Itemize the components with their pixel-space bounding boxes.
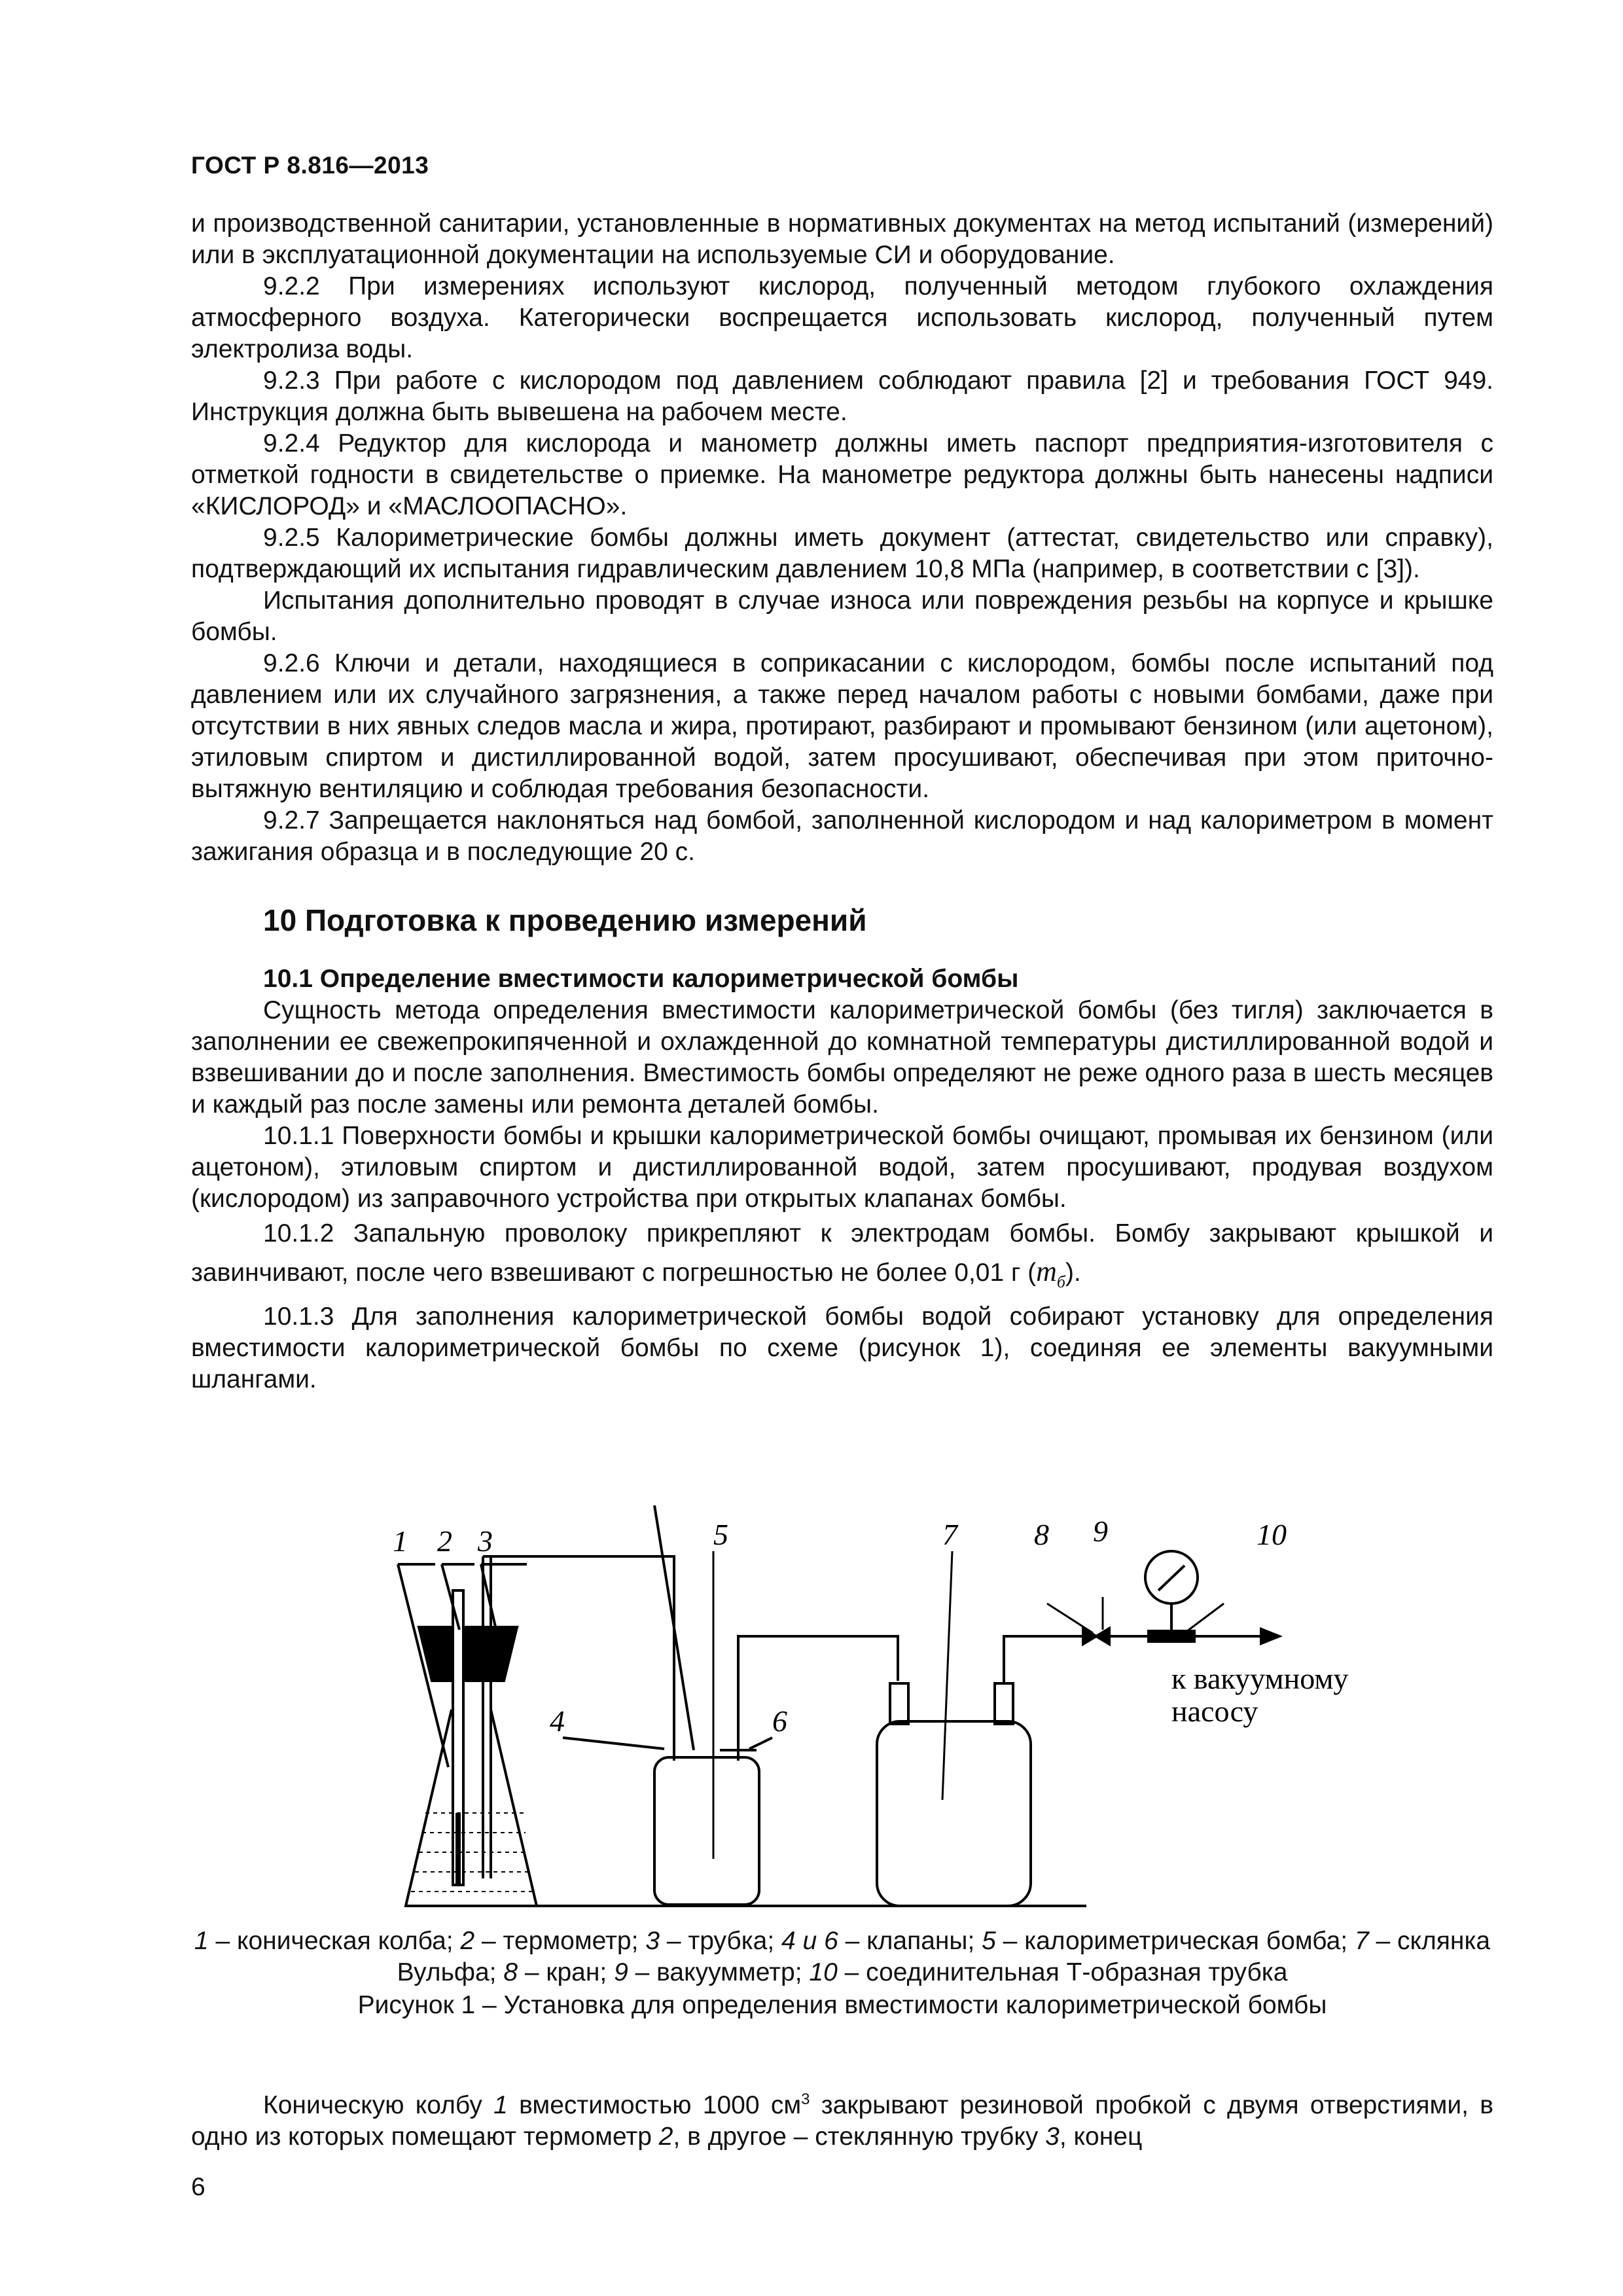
tail-part-1: Коническую колбу (263, 2091, 494, 2119)
tap-8-right (1096, 1628, 1109, 1644)
tail-sup-3: 3 (801, 2090, 810, 2108)
legend-num-7: 7 (1354, 1927, 1369, 1955)
mass-symbol-variable: m (1036, 1255, 1057, 1287)
page-number: 6 (191, 2173, 205, 2201)
legend-text-3: – трубка; (659, 1927, 782, 1955)
legend-num-2: 2 (460, 1927, 475, 1955)
t-tube-10-joint (1149, 1631, 1194, 1641)
label-4: 4 (550, 1704, 565, 1738)
legend-text-10: – соединительная Т-образная трубка (837, 1958, 1288, 1986)
label-3: 3 (478, 1524, 493, 1558)
apparatus-diagram-svg (366, 1505, 1374, 1911)
legend-text-5: – калориметрическая бомба; (995, 1927, 1355, 1955)
label-8: 8 (1034, 1518, 1049, 1551)
legend-text-8: – кран; (518, 1958, 615, 1986)
legend-text-1: – коническая колба; (208, 1927, 461, 1955)
section-heading-10: 10 Подготовка к проведению измерений (263, 903, 867, 937)
rubber-stopper (419, 1627, 517, 1681)
mass-symbol (1036, 1255, 1065, 1291)
legend-num-8: 8 (503, 1958, 518, 1986)
paragraph-flask-text (191, 2084, 1493, 2153)
leader-8 (1047, 1604, 1093, 1633)
figure-1-apparatus-diagram (366, 1505, 1374, 1911)
legend-num-1: 1 (194, 1927, 209, 1955)
legend-text-9: – вакуумметр; (628, 1958, 810, 1986)
label-2: 2 (437, 1524, 452, 1558)
leader-7 (942, 1551, 952, 1800)
hose-valve-6-to-wulff (738, 1636, 898, 1748)
hose-wulff-to-tap (1004, 1636, 1083, 1683)
document-header: ГОСТ Р 8.816—2013 (191, 152, 429, 179)
figure-legend (191, 1926, 1493, 1988)
legend-num-3: 3 (645, 1927, 660, 1955)
wulff-bottle-7 (877, 1721, 1031, 1906)
legend-text-2: – термометр; (474, 1927, 646, 1955)
paragraph-9-2-2: 9.2.2 При измерениях используют кислород, полученный методом глубокого охлаждения атмосферного воздуха. Категорически воспрещается использовать кислород, полученный путем электролиза воды. (191, 272, 1493, 363)
label-9: 9 (1093, 1515, 1108, 1548)
legend-num-10: 10 (809, 1958, 838, 1986)
legend-text-4-6: – клапаны; (838, 1927, 982, 1955)
subsection-heading-10-1: 10.1 Определение вместимости калориметрической бомбы (263, 965, 1019, 993)
paragraph-10-1-2-end: ). (1065, 1259, 1081, 1287)
paragraph-10-1-3: 10.1.3 Для заполнения калориметрической бомбы водой собирают установку для определения вместимости калориметрической бомбы по схеме (рисунок 1), соединяя ее элементы вакуумными шлангами. (191, 1302, 1493, 1393)
pump-text-line1: к вакуумному (1171, 1662, 1349, 1695)
paragraph-9-2-5: 9.2.5 Калориметрические бомбы должны иметь документ (аттестат, свидетельство или справку), подтверждающий их испытания гидравлическим давлением 10,8 МПа (например, в соответствии с [3]). (191, 524, 1493, 583)
paragraph-intro: и производственной санитарии, установленные в нормативных документах на метод испытаний (измерений) или в эксплуатационной документации на используемые СИ и оборудование. (191, 209, 1493, 269)
legend-num-9: 9 (614, 1958, 628, 1986)
water-level-lines (411, 1813, 534, 1892)
tail-part-4: , в другое – стеклянную трубку (673, 2123, 1046, 2151)
leader-4 (563, 1738, 664, 1749)
paragraph-10-1-1: 10.1.1 Поверхности бомбы и крышки калориметрической бомбы очищают, промывая их бензином (или ацетоном), этиловым спиртом и дистиллированной водой, затем просушивают, продувая воздухом (кислородом) из заправочного устройства при открытых клапанах бомбы. (191, 1122, 1493, 1213)
paragraph-9-2-6: 9.2.6 Ключи и детали, находящиеся в соприкасании с кислородом, бомбы после испытаний под давлением или их случайного загрязнения, а также перед началом работы с новыми бомбами, даже при отсутствии в них явных следов масла и жира, протирают, разбирают и промывают бензином (или ацетоном), этиловым спиртом и дистиллированной водой, затем просушивают, обеспечивая при этом приточно-вытяжную вентиляцию и соблюдая требования безопасности. (191, 649, 1493, 803)
conical-flask-outline (406, 1710, 537, 1906)
tail-part-2: вместимостью 1000 см (507, 2091, 802, 2119)
paragraph-9-2-3: 9.2.3 При работе с кислородом под давлением соблюдают правила [2] и требования ГОСТ 949. Инструкция должна быть вывешена на рабочем месте. (191, 367, 1493, 426)
document-body (191, 208, 1493, 1395)
vacuum-gauge-needle (1158, 1566, 1185, 1590)
tail-ref-3: 3 (1045, 2123, 1060, 2151)
paragraph-10-1-2-text: 10.1.2 Запальную проволоку прикрепляют к электродам бомбы. Бомбу закрывают крышкой и завинчивают, после чего взвешивают с погрешностью не более 0,01 г ( (191, 1219, 1493, 1287)
label-7: 7 (942, 1518, 957, 1551)
mass-symbol-subscript: б (1056, 1272, 1065, 1291)
label-10: 10 (1257, 1518, 1287, 1551)
paragraph-9-2-7: 9.2.7 Запрещается наклоняться над бомбой, заполненной кислородом и над калориметром в момент зажигания образца и в последующие 20 с. (191, 806, 1493, 866)
legend-num-5: 5 (982, 1927, 996, 1955)
label-5: 5 (713, 1518, 728, 1551)
wulff-bottle-left-neck (890, 1683, 908, 1724)
tail-ref-1: 1 (493, 2091, 508, 2119)
tail-ref-2: 2 (658, 2123, 673, 2151)
paragraph-10-1: Сущность метода определения вместимости калориметрической бомбы (без тигля) заключается в заполнении ее свежепрокипяченной и охлажденной до комнатной температуры дистиллированной водой и взвешивании до и после заполнения. Вместимость бомбы определяют не реже одного раза в шесть месяцев и каждый раз после замены или ремонта деталей бомбы. (191, 996, 1493, 1119)
calorimetric-bomb-5 (654, 1757, 759, 1905)
paragraph-flask (191, 2084, 1493, 2153)
arrow-to-pump (1260, 1627, 1283, 1645)
paragraph-9-2-5-tests: Испытания дополнительно проводят в случае износа или повреждения резьбы на корпусе и крышке бомбы. (191, 586, 1493, 646)
tail-part-5: , конец (1059, 2123, 1143, 2151)
leader-6 (749, 1738, 772, 1749)
legend-num-4-6: 4 и 6 (781, 1927, 838, 1955)
thermometer-mercury (455, 1813, 461, 1885)
pump-text-line2: насосу (1171, 1695, 1258, 1728)
label-1: 1 (393, 1524, 408, 1558)
tail-part-3: закрывают резиновой пробкой с двумя отверстиями, в одно из которых помещают термометр (191, 2091, 1493, 2151)
label-6: 6 (772, 1704, 787, 1738)
legend-text-7: – склянка Вульфа; (397, 1927, 1491, 1986)
paragraph-10-1-2 (191, 1215, 1493, 1301)
wulff-bottle-right-neck (995, 1683, 1013, 1724)
paragraph-9-2-4: 9.2.4 Редуктор для кислорода и манометр должны иметь паспорт предприятия-изготовителя с отметкой годности в свидетельстве о приемке. На манометре редуктора должны быть нанесены надписи «КИСЛОРОД» и «МАСЛООПАСНО». (191, 429, 1493, 520)
leader-10 (1185, 1604, 1224, 1633)
figure-title: Рисунок 1 – Установка для определения вместимости калориметрической бомбы (357, 1991, 1327, 2019)
